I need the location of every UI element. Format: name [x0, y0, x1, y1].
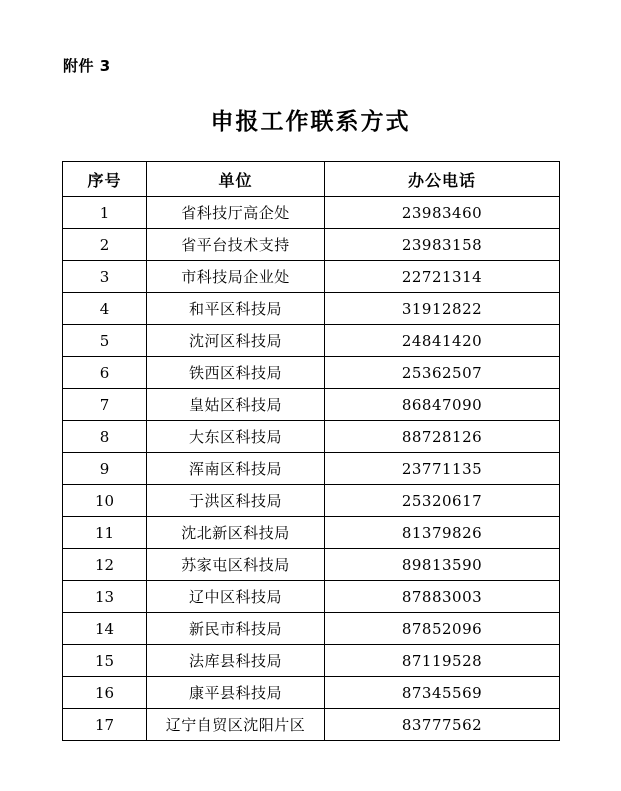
cell-phone: 25320617 [325, 485, 560, 517]
cell-unit: 于洪区科技局 [147, 485, 325, 517]
column-header-index: 序号 [63, 162, 147, 197]
table-row [63, 517, 560, 549]
cell-unit: 皇姑区科技局 [147, 389, 325, 421]
cell-index: 4 [63, 293, 147, 325]
cell-phone: 88728126 [325, 421, 560, 453]
cell-unit: 新民市科技局 [147, 613, 325, 645]
table-row [63, 325, 560, 357]
cell-index: 3 [63, 261, 147, 293]
cell-unit: 省平台技术支持 [147, 229, 325, 261]
table-row [63, 389, 560, 421]
cell-unit: 沈河区科技局 [147, 325, 325, 357]
cell-index: 15 [63, 645, 147, 677]
table-row [63, 229, 560, 261]
cell-phone: 23983460 [325, 197, 560, 229]
cell-index: 6 [63, 357, 147, 389]
table-row [63, 357, 560, 389]
cell-unit: 辽中区科技局 [147, 581, 325, 613]
cell-unit: 辽宁自贸区沈阳片区 [147, 709, 325, 741]
cell-index: 17 [63, 709, 147, 741]
cell-index: 13 [63, 581, 147, 613]
cell-phone: 23983158 [325, 229, 560, 261]
table-row [63, 197, 560, 229]
cell-phone: 25362507 [325, 357, 560, 389]
table-body [63, 197, 560, 741]
cell-index: 14 [63, 613, 147, 645]
cell-phone: 86847090 [325, 389, 560, 421]
table-row [63, 485, 560, 517]
cell-index: 1 [63, 197, 147, 229]
cell-unit: 省科技厅高企处 [147, 197, 325, 229]
cell-phone: 83777562 [325, 709, 560, 741]
table-row [63, 293, 560, 325]
cell-unit: 铁西区科技局 [147, 357, 325, 389]
cell-unit: 法库县科技局 [147, 645, 325, 677]
table-row [63, 677, 560, 709]
table-header [63, 162, 560, 197]
cell-index: 10 [63, 485, 147, 517]
cell-index: 7 [63, 389, 147, 421]
page-title: 申报工作联系方式 [210, 108, 411, 135]
cell-phone: 24841420 [325, 325, 560, 357]
table-row [63, 453, 560, 485]
cell-unit: 沈北新区科技局 [147, 517, 325, 549]
table-row [63, 261, 560, 293]
attachment-label: 附件 3 [63, 57, 111, 75]
table-row [63, 645, 560, 677]
cell-index: 16 [63, 677, 147, 709]
cell-index: 8 [63, 421, 147, 453]
cell-unit: 苏家屯区科技局 [147, 549, 325, 581]
cell-index: 11 [63, 517, 147, 549]
cell-unit: 浑南区科技局 [147, 453, 325, 485]
cell-phone: 87345569 [325, 677, 560, 709]
cell-unit: 市科技局企业处 [147, 261, 325, 293]
column-header-unit: 单位 [147, 162, 325, 197]
cell-phone: 22721314 [325, 261, 560, 293]
table-row [63, 421, 560, 453]
cell-index: 5 [63, 325, 147, 357]
cell-unit: 大东区科技局 [147, 421, 325, 453]
cell-unit: 康平县科技局 [147, 677, 325, 709]
cell-index: 12 [63, 549, 147, 581]
cell-phone: 87119528 [325, 645, 560, 677]
cell-phone: 81379826 [325, 517, 560, 549]
cell-phone: 89813590 [325, 549, 560, 581]
table-header-row [63, 162, 560, 197]
contact-table [62, 161, 560, 741]
table-row [63, 581, 560, 613]
cell-index: 2 [63, 229, 147, 261]
table-row [63, 613, 560, 645]
table-row [63, 709, 560, 741]
cell-phone: 31912822 [325, 293, 560, 325]
table-row [63, 549, 560, 581]
column-header-phone: 办公电话 [325, 162, 560, 197]
cell-unit: 和平区科技局 [147, 293, 325, 325]
cell-phone: 23771135 [325, 453, 560, 485]
cell-phone: 87883003 [325, 581, 560, 613]
cell-index: 9 [63, 453, 147, 485]
cell-phone: 87852096 [325, 613, 560, 645]
